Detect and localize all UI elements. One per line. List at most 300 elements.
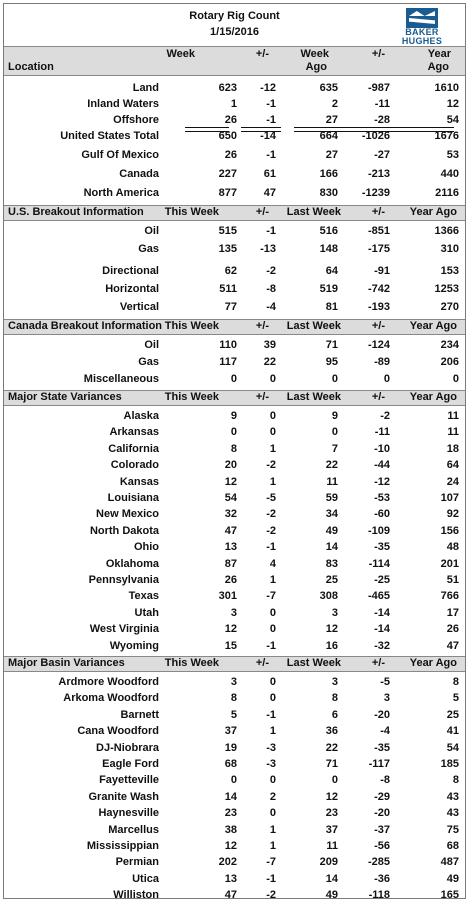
table-row (4, 128, 465, 144)
change-year-value: -12 (374, 476, 390, 488)
year-ago-value: 185 (440, 758, 459, 770)
row-label: Fayetteville (99, 774, 159, 786)
last-week-value: 71 (325, 339, 338, 351)
change-value: 1 (269, 574, 276, 586)
table-row (4, 707, 465, 723)
change-value: 0 (269, 426, 276, 438)
row-label: Pennsylvania (88, 574, 159, 586)
row-label: Utica (132, 873, 159, 885)
change-value: 1 (269, 476, 276, 488)
header-this-week: This Week (164, 657, 219, 669)
this-week-value: 0 (230, 373, 237, 385)
row-label: Horizontal (105, 283, 159, 295)
change-value: -4 (266, 301, 276, 313)
header-pm2: +/- (371, 206, 385, 218)
last-week-value: 34 (325, 508, 338, 520)
table-row (4, 223, 465, 239)
year-ago-value: 92 (446, 508, 459, 520)
header-this-week: This Week (164, 320, 219, 332)
row-label: North America (83, 187, 159, 199)
year-ago-value: 25 (446, 709, 459, 721)
change-value: 61 (263, 168, 276, 180)
header-this-week: This Week (164, 206, 219, 218)
change-value: 47 (263, 187, 276, 199)
row-label: Granite Wash (88, 791, 159, 803)
change-year-value: -35 (374, 742, 390, 754)
last-week-value: 23 (325, 807, 338, 819)
table-row (4, 756, 465, 772)
last-week-value: 22 (325, 459, 338, 471)
this-week-value: 19 (224, 742, 237, 754)
row-label: Louisiana (107, 492, 159, 504)
table-row (4, 241, 465, 257)
year-ago-value: 17 (446, 607, 459, 619)
row-label: Permian (115, 856, 159, 868)
change-value: 0 (269, 373, 276, 385)
this-week-value: 20 (224, 459, 237, 471)
change-value: -3 (266, 758, 276, 770)
table-row (4, 740, 465, 756)
table-row (4, 854, 465, 870)
header-last-week: Last Week (286, 320, 341, 332)
this-week-value: 77 (224, 301, 237, 313)
year-ago-value: 107 (440, 492, 459, 504)
change-year-value: -89 (374, 356, 390, 368)
this-week-value: 15 (224, 640, 237, 652)
year-ago-value: 156 (440, 525, 459, 537)
table-row (4, 789, 465, 805)
row-label: Texas (128, 590, 159, 602)
year-ago-value: 201 (440, 558, 459, 570)
change-value: -1 (266, 149, 276, 161)
this-week-value: 12 (224, 840, 237, 852)
section-header (4, 656, 465, 672)
last-week-value: 83 (325, 558, 338, 570)
table-row (4, 441, 465, 457)
this-week-value: 13 (224, 541, 237, 553)
this-week-value: 515 (218, 225, 237, 237)
header-pm2: +/- (371, 657, 385, 669)
change-value: 0 (269, 607, 276, 619)
last-week-value: 0 (331, 373, 338, 385)
year-ago-value: 49 (446, 873, 459, 885)
location-header (4, 46, 465, 76)
row-label: Eagle Ford (102, 758, 159, 770)
year-ago-value: 440 (440, 168, 459, 180)
row-label: Wyoming (109, 640, 159, 652)
change-year-value: -117 (368, 758, 390, 770)
change-year-value: -27 (374, 149, 390, 161)
change-value: -2 (266, 508, 276, 520)
header-this-week: This Week (164, 391, 219, 403)
this-week-value: 68 (224, 758, 237, 770)
last-week-value: 0 (331, 774, 338, 786)
table-row (4, 281, 465, 297)
change-year-value: -5 (380, 676, 390, 688)
year-ago-value: 68 (446, 840, 459, 852)
table-row (4, 263, 465, 279)
change-year-value: -37 (374, 824, 390, 836)
baker-hughes-logo (384, 8, 454, 44)
row-label: Land (132, 82, 159, 94)
change-year-value: -465 (367, 590, 390, 602)
row-label: West Virginia (89, 623, 159, 635)
last-week-value: 664 (319, 130, 338, 142)
last-week-value: 11 (326, 840, 338, 852)
row-label: Inland Waters (87, 98, 159, 110)
table-row (4, 572, 465, 588)
last-week-value: 635 (319, 82, 338, 94)
change-value: -1 (266, 709, 276, 721)
last-week-value: 81 (325, 301, 338, 313)
change-year-value: -56 (374, 840, 390, 852)
header-pm1: +/- (255, 391, 269, 403)
row-label: Canada (119, 168, 159, 180)
year-ago-value: 47 (446, 640, 459, 652)
year-ago-value: 24 (446, 476, 459, 488)
change-year-value: -28 (374, 114, 390, 126)
change-value: -1 (266, 640, 276, 652)
table-row (4, 112, 465, 128)
last-week-value: 0 (331, 426, 338, 438)
table-row (4, 299, 465, 315)
row-label: Directional (102, 265, 159, 277)
this-week-value: 5 (230, 709, 237, 721)
this-week-value: 38 (224, 824, 237, 836)
table-row (4, 723, 465, 739)
header-week-ago-1: Week (300, 48, 329, 60)
last-week-value: 37 (325, 824, 338, 836)
year-ago-value: 41 (446, 725, 459, 737)
last-week-value: 2 (331, 98, 338, 110)
change-year-value: -20 (374, 807, 390, 819)
logo-text-line2: HUGHES (401, 36, 443, 46)
change-value: 1 (269, 443, 276, 455)
rig-count-sheet (3, 3, 466, 899)
year-ago-value: 766 (440, 590, 459, 602)
row-label: Oil (144, 225, 159, 237)
table-row (4, 674, 465, 690)
change-value: 0 (269, 676, 276, 688)
this-week-value: 0 (230, 774, 237, 786)
change-value: 1 (269, 725, 276, 737)
change-value: 0 (269, 807, 276, 819)
header-last-week: Last Week (286, 206, 341, 218)
table-row (4, 871, 465, 887)
year-ago-value: 75 (446, 824, 459, 836)
logo-text-line1: BAKER (405, 27, 439, 37)
this-week-value: 3 (230, 676, 237, 688)
row-label: Gulf Of Mexico (81, 149, 159, 161)
this-week-value: 26 (224, 114, 237, 126)
change-value: 1 (269, 840, 276, 852)
year-ago-value: 206 (440, 356, 459, 368)
change-value: -1 (266, 225, 276, 237)
this-week-value: 54 (224, 492, 237, 504)
year-ago-value: 8 (452, 774, 459, 786)
header-week: Week (166, 48, 195, 60)
change-year-value: -124 (367, 339, 390, 351)
change-year-value: -109 (367, 525, 390, 537)
header-pm1: +/- (255, 206, 269, 218)
change-value: -8 (266, 283, 276, 295)
year-ago-value: 53 (446, 149, 459, 161)
table-row (4, 822, 465, 838)
row-label: Cana Woodford (77, 725, 159, 737)
this-week-value: 110 (219, 339, 237, 351)
header-year-ago-2: Ago (427, 61, 449, 73)
last-week-value: 16 (325, 640, 338, 652)
row-label: Barnett (120, 709, 159, 721)
last-week-value: 6 (331, 709, 338, 721)
row-label: Oil (144, 339, 159, 351)
year-ago-value: 18 (446, 443, 459, 455)
change-year-value: -742 (367, 283, 390, 295)
change-year-value: -118 (368, 889, 390, 901)
change-value: 1 (269, 824, 276, 836)
last-week-value: 12 (325, 623, 338, 635)
table-row (4, 638, 465, 654)
last-week-value: 71 (325, 758, 338, 770)
last-week-value: 36 (325, 725, 338, 737)
change-value: -13 (260, 243, 276, 255)
table-row (4, 337, 465, 353)
last-week-value: 49 (325, 889, 338, 901)
this-week-value: 26 (224, 574, 237, 586)
logo-mark-icon (406, 8, 438, 28)
year-ago-value: 8 (452, 676, 459, 688)
year-ago-value: 48 (446, 541, 459, 553)
row-label: Colorado (110, 459, 159, 471)
row-label: California (108, 443, 159, 455)
table-row (4, 772, 465, 788)
change-year-value: -11 (374, 98, 390, 110)
this-week-value: 37 (224, 725, 237, 737)
change-year-value: -193 (367, 301, 390, 313)
change-year-value: -987 (367, 82, 390, 94)
change-year-value: -11 (374, 426, 390, 438)
table-row (4, 80, 465, 96)
change-value: -12 (260, 82, 276, 94)
change-year-value: -60 (374, 508, 390, 520)
last-week-value: 14 (325, 873, 338, 885)
this-week-value: 135 (218, 243, 237, 255)
this-week-value: 62 (224, 265, 237, 277)
row-label: Gas (138, 356, 159, 368)
table-row (4, 523, 465, 539)
year-ago-value: 310 (440, 243, 459, 255)
last-week-value: 12 (325, 791, 338, 803)
last-week-value: 7 (331, 443, 338, 455)
change-year-value: -10 (374, 443, 390, 455)
section-header (4, 319, 465, 335)
change-value: -1 (266, 98, 276, 110)
row-label: Marcellus (108, 824, 159, 836)
header-year-ago: Year Ago (409, 657, 457, 669)
this-week-value: 23 (224, 807, 237, 819)
year-ago-value: 1676 (434, 130, 459, 142)
header-pm2: +/- (371, 391, 385, 403)
table-row (4, 605, 465, 621)
last-week-value: 209 (319, 856, 338, 868)
row-label: Haynesville (98, 807, 159, 819)
this-week-value: 877 (218, 187, 237, 199)
year-ago-value: 64 (446, 459, 459, 471)
table-row (4, 424, 465, 440)
last-week-value: 22 (325, 742, 338, 754)
last-week-value: 519 (319, 283, 338, 295)
last-week-value: 3 (331, 607, 338, 619)
table-row (4, 539, 465, 555)
this-week-value: 202 (218, 856, 237, 868)
table-row (4, 96, 465, 112)
section-title: U.S. Breakout Information (8, 206, 144, 218)
change-value: -2 (266, 459, 276, 471)
change-year-value: -44 (374, 459, 390, 471)
row-label: Alaska (123, 410, 159, 422)
section-header (4, 390, 465, 406)
change-year-value: -29 (374, 791, 390, 803)
report-title: Rotary Rig Count (189, 10, 280, 22)
change-value: -1 (266, 873, 276, 885)
change-year-value: -114 (368, 558, 390, 570)
row-label: United States Total (60, 130, 159, 142)
change-year-value: -175 (367, 243, 390, 255)
change-year-value: 0 (383, 373, 390, 385)
row-label: Offshore (113, 114, 159, 126)
section-title: Major State Variances (8, 391, 122, 403)
year-ago-value: 26 (446, 623, 459, 635)
change-year-value: -285 (367, 856, 390, 868)
year-ago-value: 0 (452, 373, 459, 385)
this-week-value: 87 (224, 558, 237, 570)
year-ago-value: 11 (447, 426, 459, 438)
header-year-ago: Year Ago (409, 206, 457, 218)
year-ago-value: 1366 (434, 225, 459, 237)
last-week-value: 27 (325, 114, 338, 126)
year-ago-value: 54 (446, 742, 459, 754)
change-year-value: -213 (367, 168, 390, 180)
change-year-value: -35 (374, 541, 390, 553)
this-week-value: 12 (224, 476, 237, 488)
last-week-value: 95 (325, 356, 338, 368)
year-ago-value: 153 (440, 265, 459, 277)
change-value: -5 (266, 492, 276, 504)
table-row (4, 166, 465, 182)
row-label: Williston (113, 889, 159, 901)
row-label: Arkansas (109, 426, 159, 438)
change-value: -2 (266, 889, 276, 901)
change-value: -2 (266, 265, 276, 277)
change-value: 0 (269, 410, 276, 422)
year-ago-value: 1253 (434, 283, 459, 295)
last-week-value: 308 (319, 590, 338, 602)
header-pm1: +/- (255, 320, 269, 332)
this-week-value: 13 (224, 873, 237, 885)
last-week-value: 3 (331, 676, 338, 688)
header-pm1: +/- (255, 657, 269, 669)
table-row (4, 690, 465, 706)
change-value: -2 (266, 525, 276, 537)
last-week-value: 11 (326, 476, 338, 488)
year-ago-value: 5 (452, 692, 459, 704)
change-year-value: -53 (374, 492, 390, 504)
table-row (4, 185, 465, 201)
header-pm2: +/- (371, 48, 385, 60)
change-value: -7 (266, 590, 276, 602)
change-value: 0 (269, 692, 276, 704)
change-value: -14 (260, 130, 276, 142)
header-last-week: Last Week (286, 391, 341, 403)
change-year-value: -851 (367, 225, 390, 237)
last-week-value: 9 (331, 410, 338, 422)
this-week-value: 32 (224, 508, 237, 520)
year-ago-value: 54 (446, 114, 459, 126)
row-label: Gas (138, 243, 159, 255)
table-row (4, 621, 465, 637)
table-row (4, 354, 465, 370)
year-ago-value: 270 (440, 301, 459, 313)
header-pm2: +/- (371, 320, 385, 332)
change-value: 39 (263, 339, 276, 351)
year-ago-value: 11 (447, 410, 459, 422)
last-week-value: 8 (331, 692, 338, 704)
change-year-value: -32 (374, 640, 390, 652)
header-year-ago-1: Year (427, 48, 451, 60)
change-year-value: 3 (383, 692, 390, 704)
row-label: Vertical (119, 301, 159, 313)
year-ago-value: 487 (440, 856, 459, 868)
table-row (4, 371, 465, 387)
this-week-value: 9 (230, 410, 237, 422)
change-value: -3 (266, 742, 276, 754)
change-year-value: -4 (380, 725, 390, 737)
report-date: 1/15/2016 (210, 26, 259, 38)
this-week-value: 117 (219, 356, 237, 368)
last-week-value: 49 (325, 525, 338, 537)
table-row (4, 408, 465, 424)
year-ago-value: 43 (446, 807, 459, 819)
this-week-value: 511 (219, 283, 237, 295)
year-ago-value: 234 (440, 339, 459, 351)
this-week-value: 8 (230, 692, 237, 704)
change-value: -1 (266, 541, 276, 553)
change-year-value: -8 (380, 774, 390, 786)
section-title: Canada Breakout Information (8, 320, 163, 332)
this-week-value: 0 (230, 426, 237, 438)
year-ago-value: 1610 (434, 82, 459, 94)
table-row (4, 457, 465, 473)
change-year-value: -20 (374, 709, 390, 721)
row-label: Arkoma Woodford (63, 692, 159, 704)
year-ago-value: 12 (446, 98, 459, 110)
last-week-value: 166 (319, 168, 338, 180)
change-year-value: -14 (374, 623, 390, 635)
row-label: Miscellaneous (83, 373, 159, 385)
last-week-value: 59 (325, 492, 338, 504)
header-last-week: Last Week (286, 657, 341, 669)
table-row (4, 838, 465, 854)
change-year-value: -14 (374, 607, 390, 619)
header-pm1: +/- (255, 48, 269, 60)
header-location: Location (8, 61, 54, 73)
last-week-value: 14 (325, 541, 338, 553)
change-value: 0 (269, 623, 276, 635)
year-ago-value: 165 (440, 889, 459, 901)
this-week-value: 3 (230, 607, 237, 619)
row-label: Mississippian (86, 840, 159, 852)
last-week-value: 830 (319, 187, 338, 199)
